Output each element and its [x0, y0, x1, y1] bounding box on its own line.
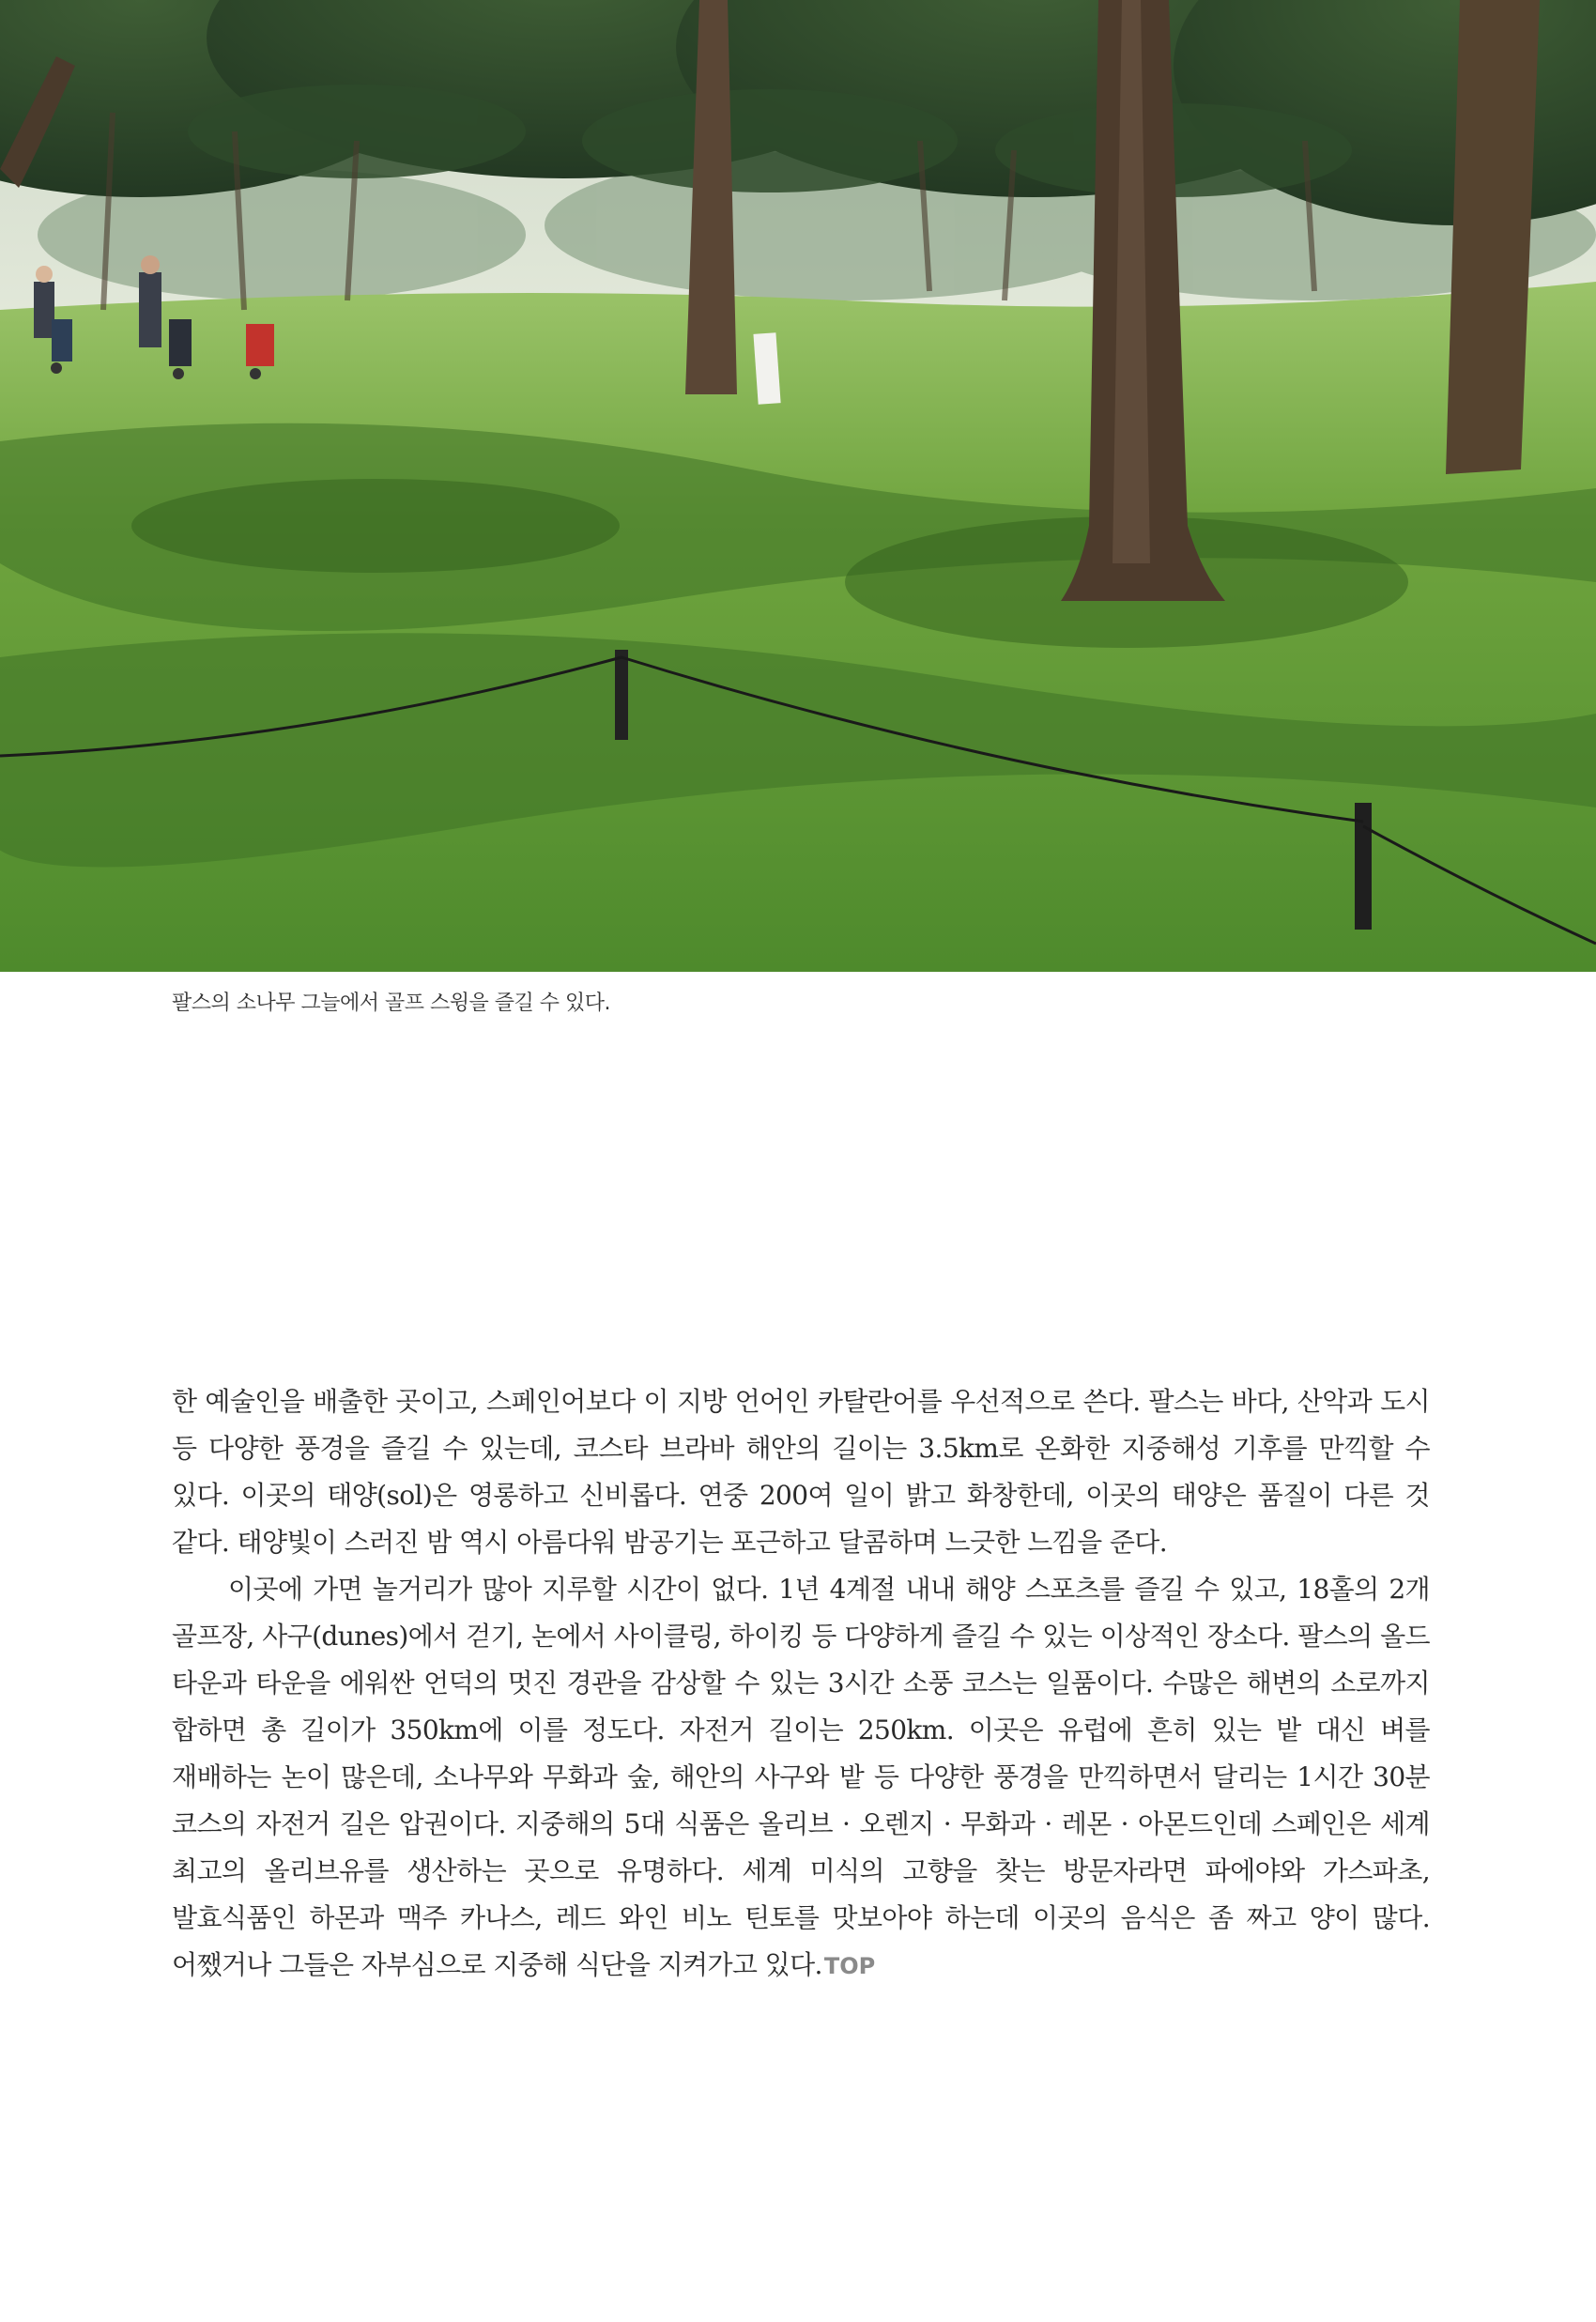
paragraph-1: 한 예술인을 배출한 곳이고, 스페인어보다 이 지방 언어인 카탈란어를 우선적으로 쓴다. 팔스는 바다, 산악과 도시 등 다양한 풍경을 즐길 수 있는데, 코스타 브라바 해안의 길이는 3.5km로 온화한 지중해성 기후를 만끽할 수 있다. 이곳의 태양(sol)은 영롱하고 신비롭다. 연중 200여 일이 밝고 화창한데, 이곳의 태양은 품질이 다른 것 같다. 태양빛이 스러진 밤 역시 아름다워 밤공기는 포근하고 달콤하며 느긋한 느낌을 준다.: [172, 1386, 1430, 1558]
end-mark-top: TOP: [823, 1953, 876, 1979]
paragraph-2-text: 이곳에 가면 놀거리가 많아 지루할 시간이 없다. 1년 4계절 내내 해양 스포츠를 즐길 수 있고, 18홀의 2개 골프장, 사구(dunes)에서 걷기, 논에서 사이클링, 하이킹 등 다양하게 즐길 수 있는 이상적인 장소다. 팔스의 올드 타운과 타운을 에워싼 언덕의 멋진 경관을 감상할 수 있는 3시간 소풍 코스는 일품이다. 수많은 해변의 소로까지 합하면 총 길이가 350km에 이를 정도다. 자전거 길이는 250km. 이곳은 유럽에 흔히 있는 밭 대신 벼를 재배하는 논이 많은데, 소나무와 무화과 숲, 해안의 사구와 밭 등 다양한 풍경을 만끽하면서 달리는 1시간 30분 코스의 자전거 길은 압권이다. 지중해의 5대 식품은 올리브 · 오렌지 · 무화과 · 레몬 · 아몬드인데 스페인은 세계 최고의 올리브유를 생산하는 곳으로 유명하다. 세계 미식의 고향을 찾는 방문자라면 파에야와 가스파초, 발효식품인 하몬과 맥주 카나스, 레드 와인 비노 틴토를 맛보아야 하는데 이곳의 음식은 좀 짜고 양이 많다. 어쨌거나 그들은 자부심으로 지중해 식단을 지켜가고 있다.: [172, 1574, 1430, 1980]
golf-course-photo: [0, 0, 1596, 972]
paragraph-2: [172, 1566, 1430, 1990]
article-body: [172, 1378, 1430, 1990]
photo-caption: 팔스의 소나무 그늘에서 골프 스윙을 즐길 수 있다.: [172, 992, 610, 1015]
